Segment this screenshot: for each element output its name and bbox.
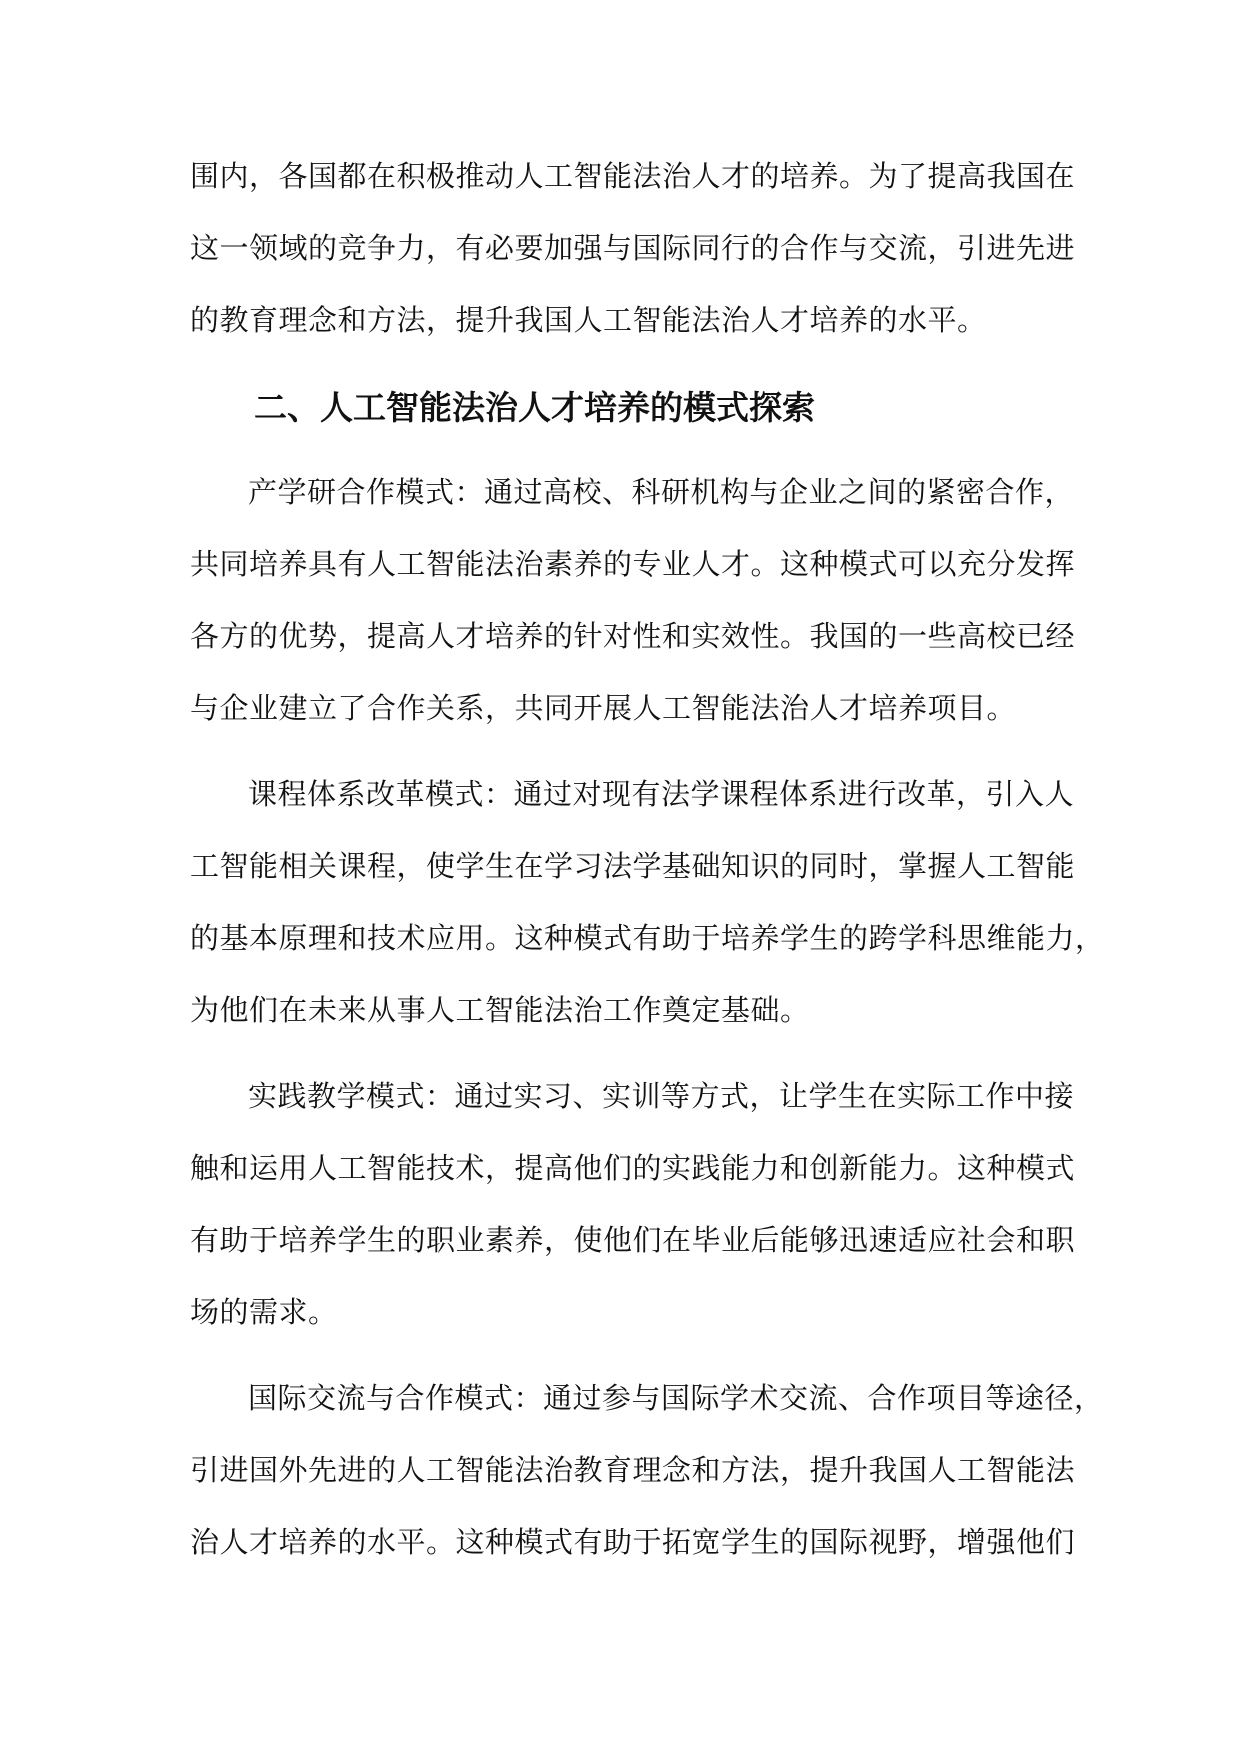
spacer [190,744,1062,758]
paragraph-line: 为他们在未来从事人工智能法治工作奠定基础。 [190,993,810,1027]
paragraph-line: 这一领域的竞争力，有必要加强与国际同行的合作与交流，引进先进 [190,231,1076,265]
paragraph-line: 围内，各国都在积极推动人工智能法治人才的培养。为了提高我国在 [190,159,1076,193]
section-heading: 二、人工智能法治人才培养的模式探索 [254,388,815,427]
paragraph-line: 工智能相关课程，使学生在学习法学基础知识的同时，掌握人工智能 [190,849,1076,883]
paragraph-line: 场的需求。 [190,1295,338,1329]
paragraph-line: 课程体系改革模式：通过对现有法学课程体系进行改革，引入人 [248,777,1075,811]
paragraph-line: 实践教学模式：通过实习、实训等方式，让学生在实际工作中接 [248,1079,1075,1113]
paragraph-international-cooperation [190,1362,1104,1578]
paragraph-line: 共同培养具有人工智能法治素养的专业人才。这种模式可以充分发挥 [190,547,1076,581]
paragraph-line: 触和运用人工智能技术，提高他们的实践能力和创新能力。这种模式 [190,1151,1076,1185]
paragraph-line: 有助于培养学生的职业素养，使他们在毕业后能够迅速适应社会和职 [190,1223,1076,1257]
paragraph-line: 引进国外先进的人工智能法治教育理念和方法，提升我国人工智能法 [190,1453,1076,1487]
paragraph-line: 治人才培养的水平。这种模式有助于拓宽学生的国际视野，增强他们 [190,1525,1076,1559]
document-body [190,140,1105,1578]
paragraph-line: 国际交流与合作模式：通过参与国际学术交流、合作项目等途径， [248,1381,1104,1415]
paragraph-line: 产学研合作模式：通过高校、科研机构与企业之间的紧密合作， [248,475,1075,509]
spacer [190,356,1062,388]
paragraph-curriculum-reform [190,758,1105,1046]
paragraph-line: 各方的优势，提高人才培养的针对性和实效性。我国的一些高校已经 [190,619,1076,653]
paragraph-practical-teaching [190,1060,1076,1348]
paragraph-line: 的基本原理和技术应用。这种模式有助于培养学生的跨学科思维能力， [190,921,1105,955]
intro-paragraph [190,140,1076,356]
paragraph-line: 与企业建立了合作关系，共同开展人工智能法治人才培养项目。 [190,691,1017,725]
spacer [190,1348,1062,1362]
spacer [190,1046,1062,1060]
paragraph-industry-academia [190,456,1076,744]
paragraph-line: 的教育理念和方法，提升我国人工智能法治人才培养的水平。 [190,303,987,337]
